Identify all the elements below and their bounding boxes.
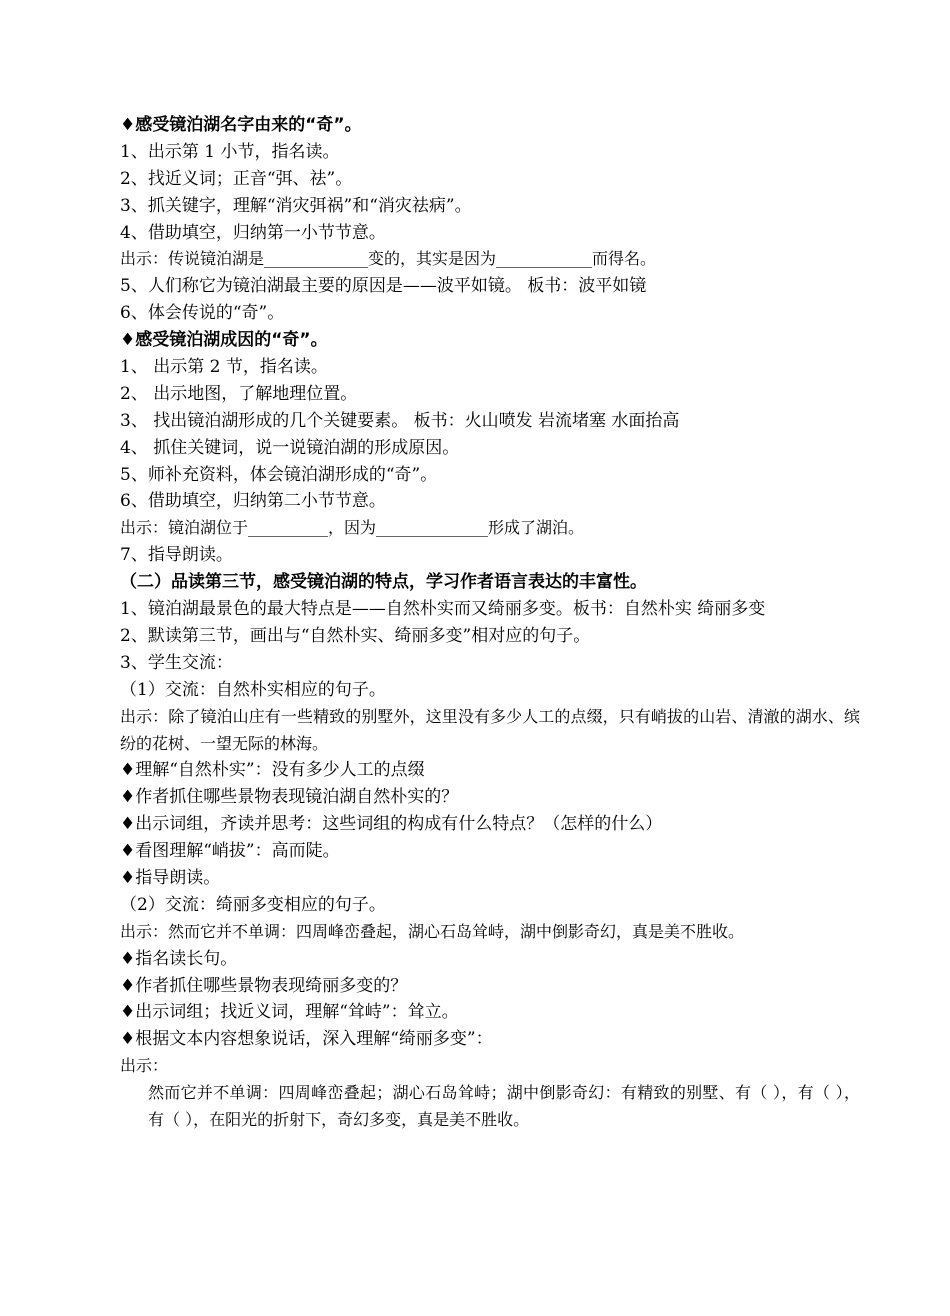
text-line: 6、借助填空，归纳第二小节节意。	[120, 491, 386, 512]
text-line: 出示：	[120, 1056, 169, 1076]
text-line: 4、借助填空，归纳第一小节节意。	[120, 222, 386, 243]
text-line: ♦指导朗读。	[120, 867, 221, 888]
text-line: ♦指名读长句。	[120, 948, 238, 969]
text-line: ♦作者抓住哪些景物表现绮丽多变的？	[120, 975, 408, 996]
quote-paragraph: 出示：然而它并不单调：四周峰峦叠起，湖心石岛耸峙，湖中倒影奇幻，真是美不胜收。	[120, 921, 745, 941]
text-line: （1）交流：自然朴实相应的句子。	[120, 679, 386, 700]
text-line: 1、 出示第 2 节，指名读。	[120, 357, 328, 378]
text-line: 5、人们称它为镜泊湖最主要的原因是——波平如镜。 板书：波平如镜	[120, 276, 647, 297]
text-line: 7、指导朗读。	[120, 545, 233, 566]
text-line: ♦出示词组，齐读并思考：这些词组的构成有什么特点？（怎样的什么）	[120, 814, 663, 835]
fill-blank-line: 出示：传说镜泊湖是_____________变的，其实是因为____________而得名。	[120, 249, 657, 269]
section-heading: ♦感受镜泊湖名字由来的“奇”。	[120, 115, 362, 135]
text-line: 1、镜泊湖最景色的最大特点是——自然朴实而又绮丽多变。板书：自然朴实 绮丽多变	[120, 599, 766, 620]
text-line: 5、师补充资料，体会镜泊湖形成的“奇”。	[120, 464, 438, 485]
text-line: 1、出示第 1 小节，指名读。	[120, 141, 340, 162]
text-line: 3、 找出镜泊湖形成的几个关键要素。 板书：火山喷发 岩流堵塞 水面抬高	[120, 410, 680, 431]
quote-paragraph: 出示：除了镜泊山庄有一些精致的别墅外，这里没有多少人工的点缀，只有峭拔的山岩、清澈的湖水、缤纷的花树、一望无际的林海。	[120, 706, 860, 753]
section-heading: ♦感受镜泊湖成因的“奇”。	[120, 330, 328, 351]
text-line: 3、抓关键字，理解“消灾弭祸”和“消灾祛病”。	[120, 195, 472, 216]
quote-paragraph: 然而它并不单调：四周峰峦叠起；湖心石岛耸峙；湖中倒影奇幻：有精致的别墅、有（ ），有（ ），有（ ），在阳光的折射下，奇幻多变，真是美不胜收。	[148, 1083, 860, 1130]
text-line: 4、 抓住关键词，说一说镜泊湖的形成原因。	[120, 437, 460, 458]
part-heading: （二）品读第三节，感受镜泊湖的特点，学习作者语言表达的丰富性。	[120, 572, 647, 593]
text-line: 2、默读第三节，画出与“自然朴实、绮丽多变”相对应的句子。	[120, 625, 591, 646]
text-line: ♦理解“自然朴实”：没有多少人工的点缀	[120, 760, 425, 781]
text-line: ♦作者抓住哪些景物表现镜泊湖自然朴实的？	[120, 787, 459, 808]
text-line: 2、找近义词；正音“弭、祛”。	[120, 168, 353, 189]
text-line: 6、体会传说的“奇”。	[120, 303, 285, 324]
text-line: ♦根据文本内容想象说话，深入理解“绮丽多变”：	[120, 1029, 493, 1050]
text-line: ♦出示词组；找近义词，理解“耸峙”：耸立。	[120, 1002, 459, 1023]
text-line: 3、学生交流：	[120, 652, 233, 673]
text-line: 2、 出示地图，了解地理位置。	[120, 383, 358, 404]
document-page	[120, 112, 860, 1134]
text-line: ♦看图理解“峭拔”：高而陡。	[120, 841, 340, 862]
text-line: （2）交流：绮丽多变相应的句子。	[120, 894, 386, 915]
fill-blank-line: 出示：镜泊湖位于__________，因为______________形成了湖泊。	[120, 518, 585, 538]
